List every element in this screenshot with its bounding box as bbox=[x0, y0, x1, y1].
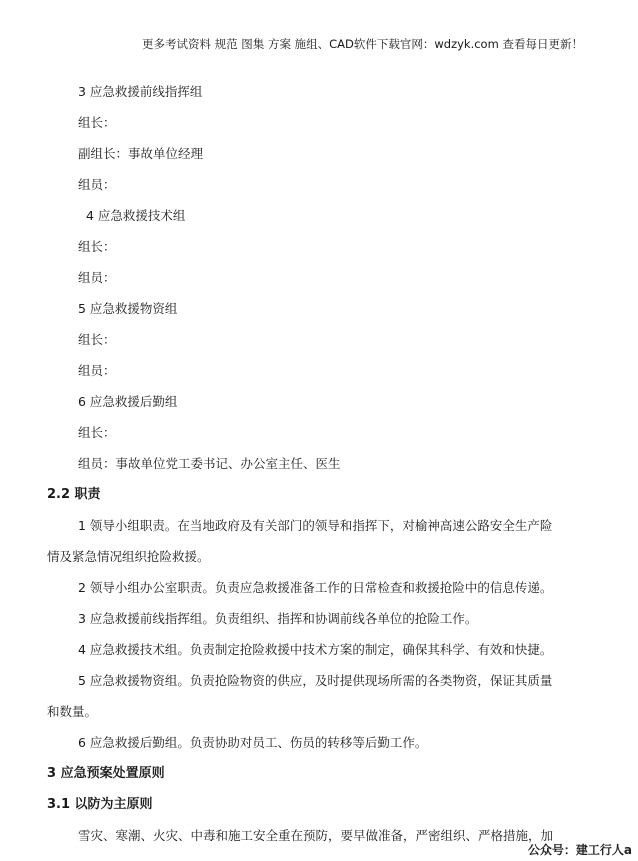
text-line: 3 应急救援前线指挥组。负责组织、指挥和协调前线各单位的抢险工作。 bbox=[78, 611, 478, 626]
text-line: 3 应急救援前线指挥组 bbox=[78, 84, 203, 99]
text-line: 组长： bbox=[78, 239, 116, 254]
text-line: 副组长：事故单位经理 bbox=[78, 146, 204, 161]
text-line: 雪灾、寒潮、火灾、中毒和施工安全重在预防，要早做准备，严密组织、严格措施，加 bbox=[78, 828, 554, 843]
text-line: 1 领导小组职责。在当地政府及有关部门的领导和指挥下，对榆神高速公路安全生产险 bbox=[78, 518, 553, 533]
text-line: 6 应急救援后勤组。负责协助对员工、伤员的转移等后勤工作。 bbox=[78, 735, 428, 750]
text-line: 组员： bbox=[78, 363, 116, 378]
text-line: 4 应急救援技术组 bbox=[86, 208, 186, 223]
text-line: 5 应急救援物资组 bbox=[78, 301, 178, 316]
text-line: 6 应急救援后勤组 bbox=[78, 394, 178, 409]
section-heading: 3.1 以防为主原则 bbox=[47, 797, 153, 812]
text-line: 组长： bbox=[78, 425, 116, 440]
watermark-footer: 公众号：建工行人a bbox=[527, 843, 632, 857]
text-line: 情及紧急情况组织抢险救援。 bbox=[47, 549, 210, 564]
text-line: 2 领导小组办公室职责。负责应急救援准备工作的日常检查和救援抢险中的信息传递。 bbox=[78, 580, 553, 595]
section-heading: 3 应急预案处置原则 bbox=[47, 766, 165, 781]
section-heading: 2.2 职责 bbox=[47, 487, 101, 502]
text-line: 5 应急救援物资组。负责抢险物资的供应，及时提供现场所需的各类物资，保证其质量 bbox=[78, 673, 553, 688]
text-line: 4 应急救援技术组。负责制定抢险救援中技术方案的制定，确保其科学、有效和快捷。 bbox=[78, 642, 553, 657]
text-line: 和数量。 bbox=[47, 704, 98, 719]
page-header: 更多考试资料 规范 图集 方案 施组、CAD软件下载官网：wdzyk.com 查看每日更新！ bbox=[142, 37, 583, 51]
text-line: 组员：事故单位党工委书记、办公室主任、医生 bbox=[78, 456, 341, 471]
text-line: 组员： bbox=[78, 270, 116, 285]
text-line: 组员： bbox=[78, 177, 116, 192]
text-line: 组长： bbox=[78, 332, 116, 347]
text-line: 组长： bbox=[78, 115, 116, 130]
